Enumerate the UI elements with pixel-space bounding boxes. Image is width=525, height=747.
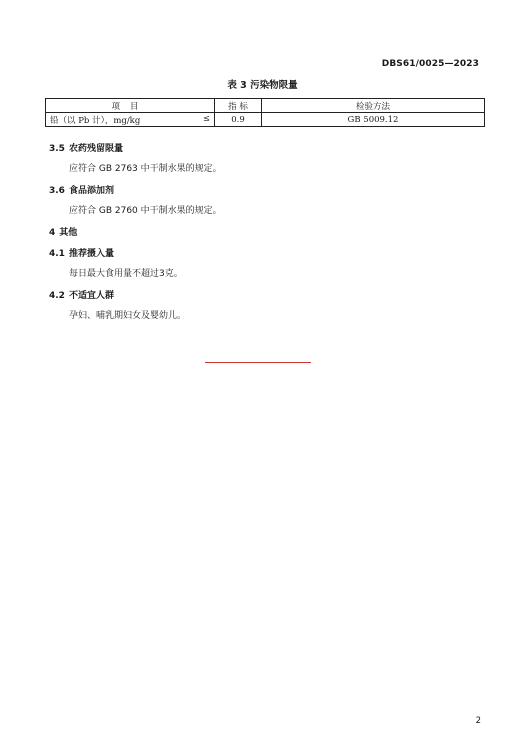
section-3-6-heading [49, 183, 114, 196]
header-limit: 指 标 [215, 99, 262, 113]
row-item-name: 铅（以 Pb 计），mg/kg [50, 115, 141, 126]
row-item-cell [46, 113, 215, 127]
row-method-value: GB 5009.12 [262, 113, 485, 127]
section-number: 4 [49, 228, 56, 238]
section-3-5-text: 应符合 GB 2763 中干制水果的规定。 [69, 164, 222, 174]
section-number: 3.5 [49, 144, 65, 154]
table-title: 表 3 污染物限量 [227, 80, 298, 91]
section-title: 不适宜人群 [68, 291, 114, 301]
header-method: 检验方法 [262, 99, 485, 113]
section-4-2-text: 孕妇、哺乳期妇女及婴幼儿。 [69, 311, 187, 321]
header-item: 项目 [46, 99, 215, 113]
section-3-6-text: 应符合 GB 2760 中干制水果的规定。 [69, 206, 222, 216]
section-number: 4.1 [49, 249, 65, 259]
section-3-5-heading [49, 141, 123, 154]
section-4-2-heading [49, 288, 114, 301]
section-4-heading [49, 225, 77, 238]
section-4-1-heading [49, 246, 114, 259]
table-header-row [46, 99, 485, 113]
standard-code: DBS61/0025—2023 [381, 59, 479, 69]
section-number: 3.6 [49, 186, 65, 196]
table-row [46, 113, 485, 127]
section-title: 农药残留限量 [68, 144, 123, 154]
contaminant-limits-table [45, 98, 485, 127]
row-item-symbol: ≤ [202, 113, 210, 124]
end-of-document-line [205, 362, 311, 363]
page-number: 2 [475, 716, 481, 726]
section-number: 4.2 [49, 291, 65, 301]
section-title: 食品添加剂 [68, 186, 114, 196]
row-limit-value: 0.9 [215, 113, 262, 127]
section-title: 其他 [59, 228, 78, 238]
section-4-1-text: 每日最大食用量不超过3克。 [69, 269, 183, 279]
section-title: 推荐摄入量 [68, 249, 114, 259]
